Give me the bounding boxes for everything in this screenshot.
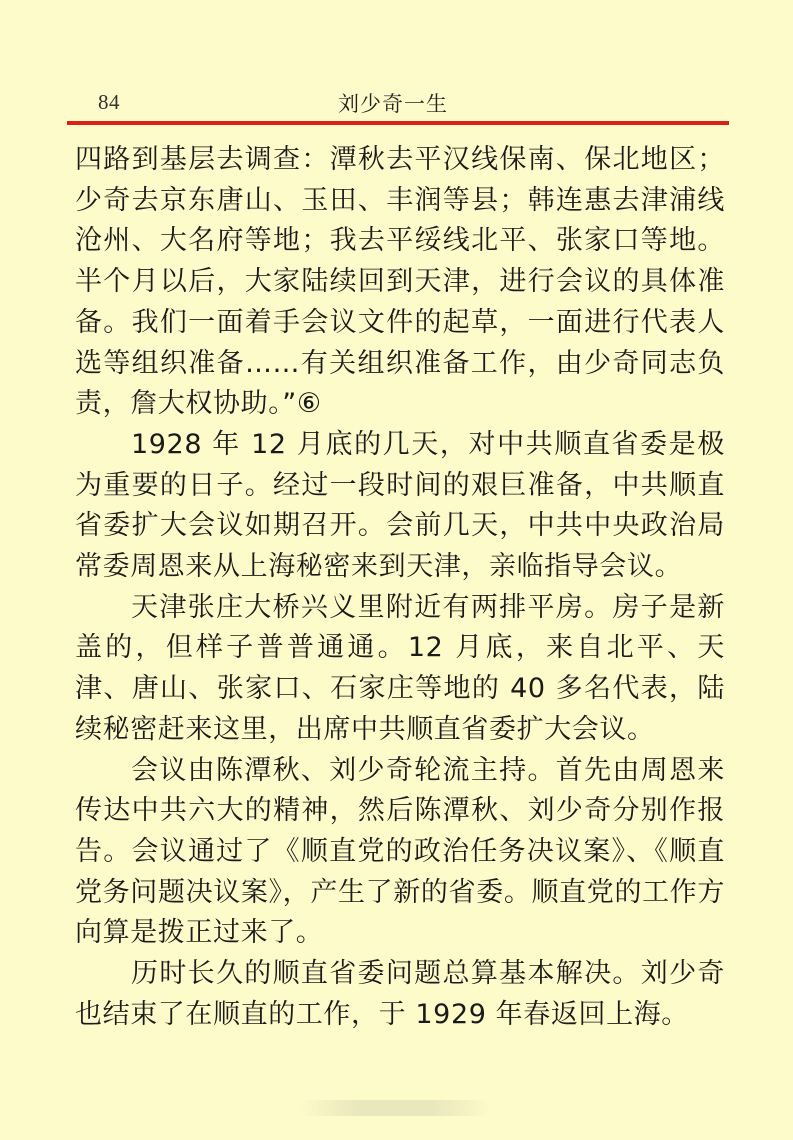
paragraph-continued: 四路到基层去调查：潭秋去平汉线保南、保北地区；少奇去京东唐山、玉田、丰润等县；韩连惠去津浦线沧州、大名府等地；我去平绥线北平、张家口等地。半个月以后，大家陆续回到天津，进行会议的具体准备。我们一面着手会议文件的起草，一面进行代表人选等组织准备……有关组织准备工作，由少奇同志负责，詹大权协助。”⑥ <box>75 144 725 420</box>
running-title: 刘少奇一生 <box>338 92 448 116</box>
header-rule <box>67 121 729 125</box>
page-number: 84 <box>98 90 120 114</box>
body-text <box>75 140 725 1035</box>
paragraph: 天津张庄大桥兴义里附近有两排平房。房子是新盖的，但样子普普通通。12 月底，来自北平、天津、唐山、张家口、石家庄等地的 40 多名代表，陆续秘密赶来这里，出席中共顺直省委扩大会议。 <box>75 591 725 745</box>
paragraph: 历时长久的顺直省委问题总算基本解决。刘少奇也结束了在顺直的工作，于 1929 年春返回上海。 <box>75 958 725 1030</box>
page-header <box>72 82 722 122</box>
paragraph: 会议由陈潭秋、刘少奇轮流主持。首先由周恩来传达中共六大的精神，然后陈潭秋、刘少奇分别作报告。会议通过了《顺直党的政治任务决议案》、《顺直党务问题决议案》，产生了新的省委。顺直党的工作方向算是拨正过来了。 <box>75 754 725 949</box>
paragraph: 1928 年 12 月底的几天，对中共顺直省委是极为重要的日子。经过一段时间的艰巨准备，中共顺直省委扩大会议如期召开。会前几天，中共中央政治局常委周恩来从上海秘密来到天津，亲临指导会议。 <box>75 428 725 583</box>
footer-smudge <box>300 1100 490 1116</box>
